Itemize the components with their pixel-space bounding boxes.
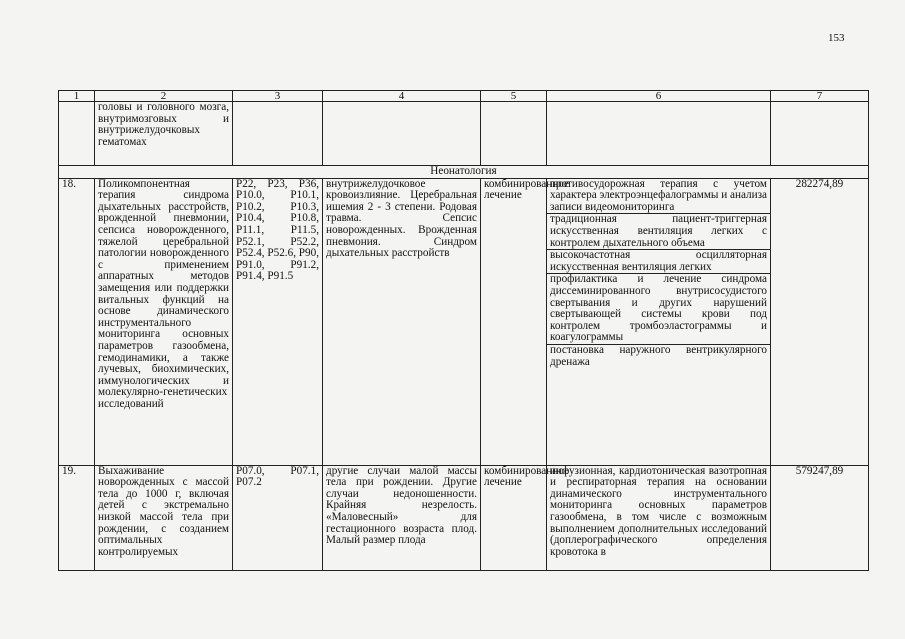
column-number: 7 — [771, 91, 869, 102]
table-row — [59, 178, 869, 465]
column-number: 5 — [481, 91, 547, 102]
treatment-method: профилактика и лечение синдрома диссеминированного внутрисосудистого свертывания и других нарушений свертывающей системы крови под контролем тромбоэластограммы и коагулограммы — [547, 274, 770, 345]
page-number: 153 — [828, 32, 845, 44]
cost-amount: 282274,89 — [771, 178, 869, 465]
treatment-method: постановка наружного вентрикулярного дренажа — [550, 343, 767, 368]
column-number: 1 — [59, 91, 95, 102]
column-number-row — [59, 91, 869, 102]
medical-care-table — [58, 90, 869, 571]
table-row — [59, 465, 869, 570]
column-number: 3 — [233, 91, 323, 102]
continuation-row — [59, 102, 869, 166]
patient-model: внутрижелудочковое кровоизлияние. Церебральная ишемия 2 - 3 степени. Родовая травма. Сепсис новорожденных. Врожденная пневмония. Синдром дыхательных расстройств — [323, 178, 481, 465]
section-row — [59, 166, 869, 179]
treatment-type: комбинированное лечение — [481, 465, 547, 570]
treatment-method: традиционная пациент-триггерная искусственная вентиляция легких с контролем дыхательного объема — [547, 214, 770, 250]
treatment-methods — [547, 465, 771, 570]
treatment-method: инфузионная, кардиотоническая вазотропная и респираторная терапия на основании динамического инструментального мониторинга основных параметров газообмена, в том числе с возможным выполнением дополнительных исследований (доплерографического определения кровотока в — [550, 464, 767, 558]
section-title: Неонатология — [59, 166, 869, 179]
patient-model: другие случаи малой массы тела при рождении. Другие случаи недоношенности. Крайняя незрелость. «Маловесный» для гестационного возраста плод. Малый размер плода — [323, 465, 481, 570]
row-number: 19. — [59, 465, 95, 570]
care-type-name: Выхаживание новорожденных с массой тела до 1000 г, включая детей с экстремально низкой массой тела при рождении, с созданием оптимальных контролируемых — [95, 465, 233, 570]
treatment-type: комбинированное лечение — [481, 178, 547, 465]
row-number: 18. — [59, 178, 95, 465]
treatment-methods — [547, 178, 771, 465]
column-number: 4 — [323, 91, 481, 102]
column-number: 2 — [95, 91, 233, 102]
care-type-name: Поликомпонентная терапия синдрома дыхательных расстройств, врожденной пневмонии, сепсиса новорожденного, тяжелой церебральной патологии новорожденного с применением аппаратных методов замещения или поддержки витальных функций на основе динамического инструментального мониторинга основных параметров газообмена, гемодинамики, а также лучевых, биохимических, иммунологических и молекулярно-генетических исследований — [95, 178, 233, 465]
icd-codes: P22, P23, P36, P10.0, P10.1, P10.2, P10.3, P10.4, P10.8, P11.1, P11.5, P52.1, P52.2, P52.4, P52.6, P90, P91.0, P91.2, P91.4, P91.5 — [233, 178, 323, 465]
icd-codes: P07.0, P07.1, P07.2 — [233, 465, 323, 570]
continuation-text: головы и головного мозга, внутримозговых и внутрижелудочковых гематомах — [95, 102, 233, 166]
cost-amount: 579247,89 — [771, 465, 869, 570]
treatment-method: противосудорожная терапия с учетом характера электроэнцефалограммы и анализа записи видеомониторинга — [547, 179, 770, 215]
treatment-method: высокочастотная осцилляторная искусственная вентиляция легких — [547, 250, 770, 274]
column-number: 6 — [547, 91, 771, 102]
